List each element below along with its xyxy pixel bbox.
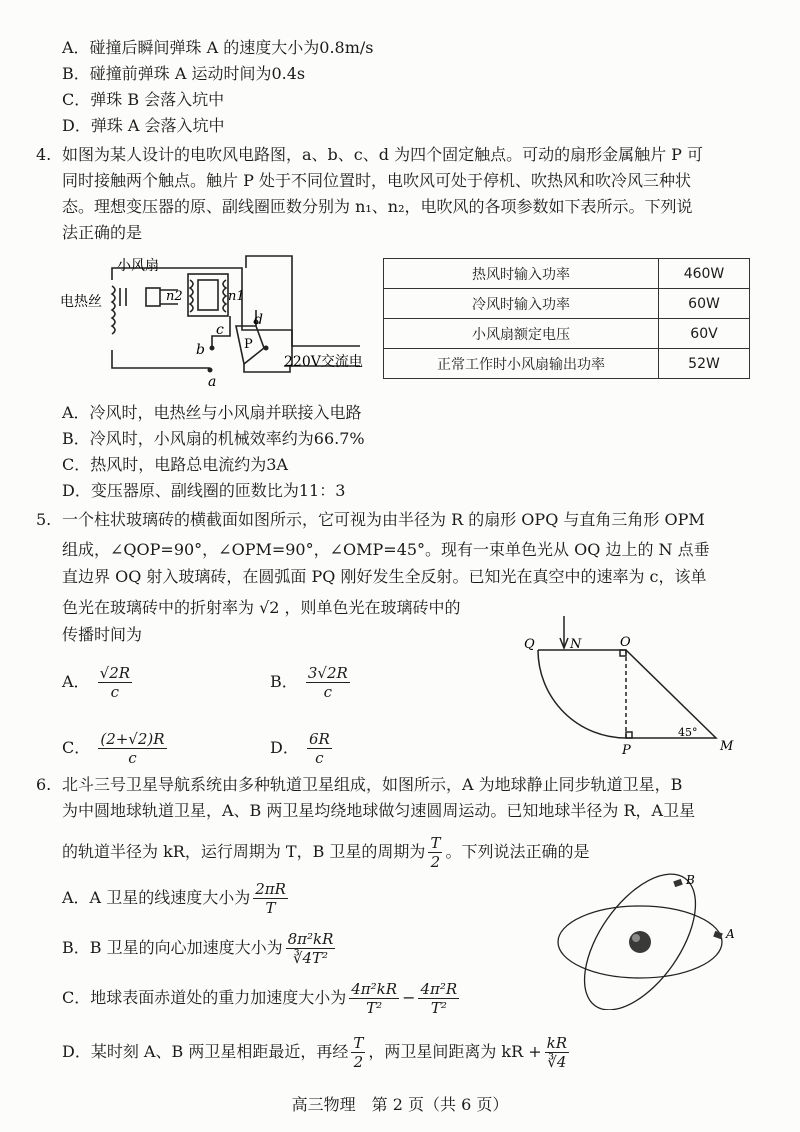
- option-text: B．B 卫星的向心加速度大小为: [62, 938, 283, 957]
- q4-option-b: B．冷风时，小风扇的机械效率约为66.7%: [62, 429, 365, 448]
- fraction-numerator: 3√2R: [307, 664, 348, 682]
- fraction-numerator: T: [430, 834, 441, 852]
- q4-option-c: C．热风时，电路总电流约为3A: [62, 455, 288, 474]
- point-n-label: N: [570, 637, 582, 652]
- q6-option-d: [62, 1034, 572, 1071]
- fraction-numerator: T: [353, 1034, 364, 1052]
- fraction-numerator: (2+√2)R: [100, 730, 165, 748]
- contact-b-label: b: [196, 342, 205, 358]
- minus-sign: −: [402, 988, 416, 1007]
- param-value: 52W: [659, 349, 750, 379]
- param-name: 小风扇额定电压: [384, 319, 659, 349]
- option-text: C．地球表面赤道处的重力加速度大小为: [62, 988, 347, 1007]
- q5-stem-line2: 组成，∠QOP=90°，∠OPM=90°，∠OMP=45°。现有一束单色光从 OQ 边上的 N 点垂: [62, 540, 710, 559]
- q6-option-b-fraction: [286, 930, 336, 967]
- q6-option-d-fraction1: [351, 1034, 365, 1071]
- param-value: 460W: [659, 259, 750, 289]
- q5-option-d: [270, 730, 335, 767]
- q6-line3-tail: 。下列说法正确的是: [445, 842, 590, 861]
- contact-c-label: c: [216, 322, 224, 338]
- fraction-numerator: 8π²kR: [287, 930, 334, 948]
- q4-parameter-table: [383, 258, 750, 379]
- q3-option-b: B．碰撞前弹珠 A 运动时间为0.4s: [62, 64, 306, 83]
- param-value: 60W: [659, 289, 750, 319]
- q5-option-c-fraction: [98, 730, 166, 767]
- satellite-b-icon: [673, 879, 683, 887]
- q6-option-a: [62, 880, 291, 917]
- q6-option-c-fraction1: [349, 980, 399, 1017]
- q5-stem-line4: 色光在玻璃砖中的折射率为 √2 ，则单色光在玻璃砖中的: [62, 598, 461, 617]
- n1-label: n1: [228, 289, 245, 304]
- q3-option-a: A．碰撞后瞬间弹珠 A 的速度大小为0.8m/s: [62, 38, 374, 57]
- contact-p-label: P: [244, 337, 253, 352]
- fraction-numerator: 2πR: [255, 880, 286, 898]
- fraction-denominator: ∛4: [547, 1053, 567, 1071]
- q4-option-a: A．冷风时，电热丝与小风扇并联接入电路: [62, 403, 362, 422]
- q5-glass-diagram: [520, 608, 750, 760]
- q5-stem-line5: 传播时间为: [62, 625, 143, 644]
- fraction-denominator: T²: [366, 999, 383, 1017]
- option-label: C．: [62, 738, 91, 757]
- q5-stem-line1: 一个柱状玻璃砖的横截面如图所示，它可视为由半径为 R 的扇形 OPQ 与直角三角形 OPM: [62, 510, 705, 529]
- fan-label: 小风扇: [117, 258, 159, 274]
- q4-stem-line1: 如图为某人设计的电吹风电路图，a、b、c、d 为四个固定触点。可动的扇形金属触片 P 可: [62, 145, 704, 164]
- fraction-denominator: T: [265, 899, 276, 917]
- option-label: B．: [270, 672, 298, 691]
- param-name: 正常工作时小风扇输出功率: [384, 349, 659, 379]
- q5-option-b: [270, 664, 353, 701]
- fraction-denominator: c: [110, 683, 120, 701]
- option-text: A．A 卫星的线速度大小为: [62, 888, 251, 907]
- q5-stem-line3: 直边界 OQ 射入玻璃砖，在圆弧面 PQ 刚好发生全反射。已知光在真空中的速率为 c，该单: [62, 567, 707, 586]
- q4-option-d: D．变压器原、副线圈的匝数比为11：3: [62, 481, 346, 500]
- q6-option-c-fraction2: [418, 980, 459, 1017]
- fraction-numerator: kR: [546, 1034, 568, 1052]
- q5-option-c: [62, 730, 170, 767]
- fraction-denominator: c: [128, 749, 137, 767]
- point-m-label: M: [720, 739, 734, 754]
- point-o-label: O: [620, 635, 631, 650]
- q4-circuit-diagram: [60, 250, 380, 390]
- q6-stem-line3: [62, 834, 589, 871]
- table-row: [384, 349, 750, 379]
- fraction-denominator: T²: [430, 999, 447, 1017]
- satellite-a-label: A: [726, 927, 735, 941]
- earth-icon: [629, 931, 651, 953]
- q6-stem-line2: 为中圆地球轨道卫星，A、B 两卫星均绕地球做匀速圆周运动。已知地球半径为 R，A卫星: [62, 801, 696, 820]
- q4-stem-line3: 态。理想变压器的原、副线圈匝数分别为 n₁、n₂，电吹风的各项参数如下表所示。下列说: [62, 197, 693, 216]
- fraction-numerator: 6R: [308, 730, 330, 748]
- fraction-denominator: 2: [353, 1053, 364, 1071]
- q5-option-d-fraction: [307, 730, 332, 767]
- q5-number: 5.: [36, 510, 52, 529]
- q6-number: 6.: [36, 775, 52, 794]
- q6-stem-line1: 北斗三号卫星导航系统由多种轨道卫星组成，如图所示，A 为地球静止同步轨道卫星，B: [62, 775, 683, 794]
- fraction-numerator: 4π²kR: [351, 980, 398, 998]
- param-name: 热风时输入功率: [384, 259, 659, 289]
- q5-option-a-fraction: [98, 664, 132, 701]
- table-row: [384, 289, 750, 319]
- fraction-denominator: ∛4T²: [292, 949, 329, 967]
- q6-orbit-diagram: [548, 870, 748, 1010]
- source-label: 220V交流电: [284, 354, 363, 370]
- fraction-denominator: c: [323, 683, 333, 701]
- q6-line3-text: 的轨道半径为 kR，运行周期为 T，B 卫星的周期为: [62, 842, 426, 861]
- q6-option-b: [62, 930, 338, 967]
- option-text: D．某时刻 A、B 两卫星相距最近，再经: [62, 1042, 349, 1061]
- contact-d-label: d: [254, 312, 263, 328]
- heater-label: 电热丝: [60, 294, 102, 310]
- n2-label: n2: [166, 289, 183, 304]
- q3-option-d: D．弹珠 A 会落入坑中: [62, 116, 225, 135]
- page-footer: 高三物理 第 2 页（共 6 页）: [291, 1095, 509, 1114]
- fraction-denominator: 2: [430, 853, 441, 871]
- fraction-numerator: √2R: [99, 664, 131, 682]
- option-label: D．: [270, 738, 299, 757]
- param-name: 冷风时输入功率: [384, 289, 659, 319]
- q5-option-b-fraction: [306, 664, 350, 701]
- contact-a-label: a: [208, 374, 217, 390]
- q5-option-a: [62, 664, 135, 701]
- point-p-label: P: [622, 743, 631, 758]
- q6-option-a-fraction: [253, 880, 288, 917]
- param-value: 60V: [659, 319, 750, 349]
- q4-stem-line4: 法正确的是: [62, 223, 143, 242]
- fraction-numerator: 4π²R: [420, 980, 458, 998]
- option-label: A．: [62, 672, 90, 691]
- fraction-denominator: c: [315, 749, 324, 767]
- angle-label: 45°: [678, 726, 698, 739]
- q4-number: 4.: [36, 145, 52, 164]
- q6-option-c: [62, 980, 462, 1017]
- table-row: [384, 319, 750, 349]
- satellite-b-label: B: [686, 873, 695, 887]
- q6-option-d-fraction2: [545, 1034, 569, 1071]
- point-q-label: Q: [524, 637, 535, 652]
- option-text-mid: ，两卫星间距离为 kR +: [368, 1042, 542, 1061]
- table-row: [384, 259, 750, 289]
- q3-option-c: C．弹珠 B 会落入坑中: [62, 90, 225, 109]
- q6-period-fraction: [428, 834, 442, 871]
- q4-stem-line2: 同时接触两个触点。触片 P 处于不同位置时，电吹风可处于停机、吹热风和吹冷风三种状: [62, 171, 691, 190]
